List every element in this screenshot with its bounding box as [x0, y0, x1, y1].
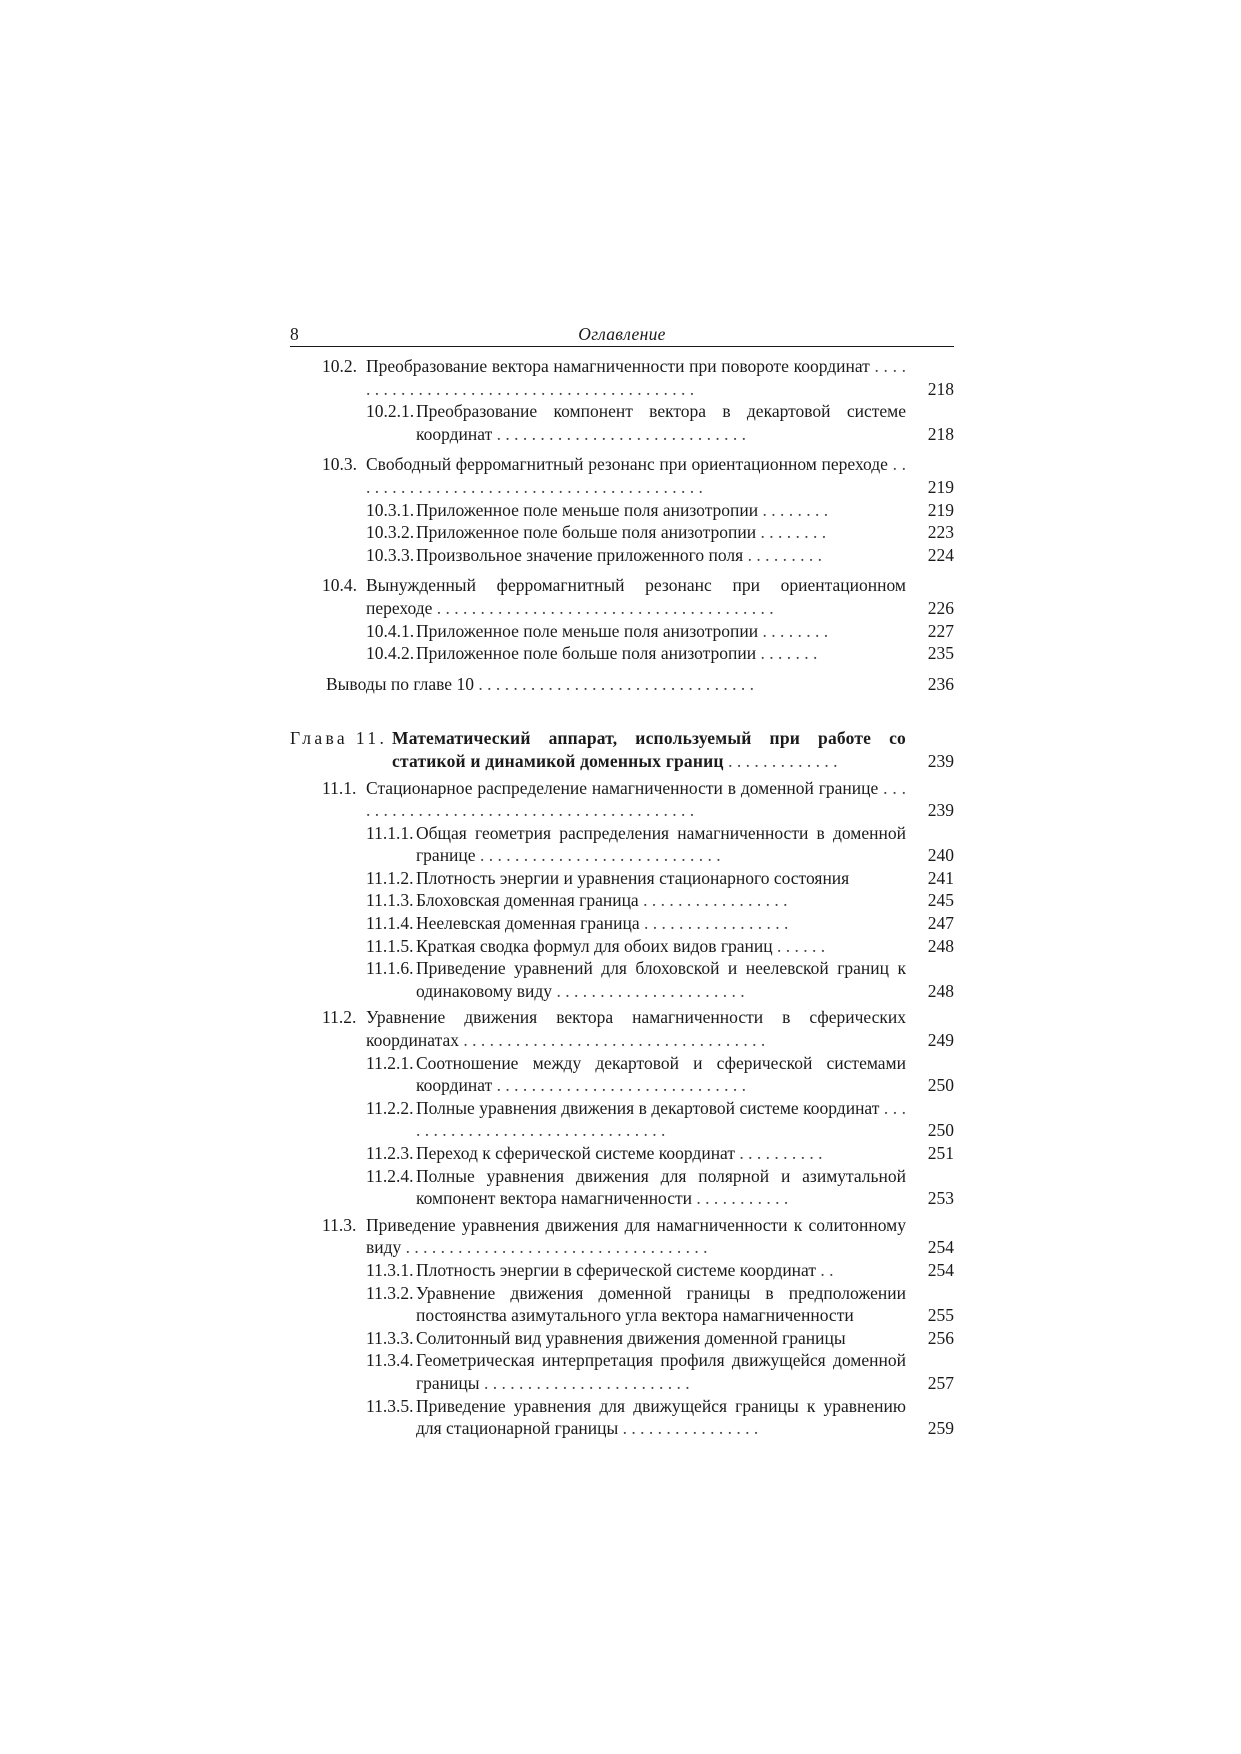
- entry-number: 11.1.3.: [366, 890, 414, 911]
- dot-leader: . . . . . . . . .: [743, 544, 822, 565]
- entry-title: Приложенное поле больше поля анизотропии: [416, 522, 757, 543]
- dot-leader: . . . . . . . . . . . . . . . . . . . . . . . .: [479, 1372, 690, 1393]
- entry-title: Геометрическая интерпретация профиля движущейся доменной границы: [416, 1350, 906, 1393]
- entry-number: 11.1.5.: [366, 935, 414, 956]
- dot-leader: . . . . . . . . . . . . . . . . . . . . . . . . . . . .: [475, 845, 721, 866]
- entry-number: 10.3.3.: [366, 544, 415, 565]
- entry-title: Вынужденный ферромагнитный резонанс при ориентационном переходе: [366, 575, 906, 618]
- dot-leader: . . . . . . . . . . . . .: [723, 750, 838, 771]
- toc-section-entry: [290, 355, 954, 400]
- entry-number: 11.2.3.: [366, 1143, 414, 1163]
- entry-number: 10.4.1.: [366, 620, 415, 641]
- entry-page-number: 241: [927, 867, 954, 888]
- dot-leader: . . . . . . . . . . . . . . . .: [618, 1418, 759, 1439]
- toc-section-entry: [290, 1006, 954, 1051]
- entry-page-number: 259: [927, 1418, 954, 1439]
- entry-page-number: 218: [927, 423, 954, 444]
- entry-title: Приложенное поле меньше поля анизотропии: [416, 620, 759, 641]
- toc-summary-entry: [290, 673, 954, 696]
- entry-page-number: 226: [927, 597, 954, 618]
- entry-title: Плотность энергии и уравнения стационарного состояния: [416, 867, 850, 888]
- toc-subsection-entry: [290, 499, 954, 522]
- entry-page-number: 219: [927, 476, 954, 497]
- entry-title: Переход к сферической системе координат: [416, 1143, 736, 1163]
- toc-subsection-entry: [290, 544, 954, 567]
- dot-leader: . . . . . . . . . . . . . . . . . . . . . . . . . . . . . . . . . . . . . . . . .: [366, 777, 906, 821]
- dot-leader: . . . . . . . . . . . . . . . . . . . . . . . . . . . . . . . . . . . . . . . . .: [366, 454, 907, 497]
- entry-title: Математический аппарат, используемый при работе со статикой и динамикой доменных границ: [392, 728, 906, 771]
- entry-number: 10.2.1.: [366, 401, 415, 422]
- entry-page-number: 257: [927, 1372, 954, 1393]
- dot-leader: . . . . . . . . . . . . . . . . . . . . . .: [552, 980, 745, 1001]
- dot-leader: . . . . . . . .: [756, 522, 827, 543]
- entry-page-number: 245: [927, 890, 954, 911]
- entry-page-number: 256: [927, 1327, 954, 1348]
- toc-subsection-entry: [290, 400, 954, 445]
- entry-page-number: 223: [927, 522, 954, 543]
- entry-number: 11.2.2.: [366, 1097, 414, 1118]
- entry-title: Полные уравнения движения для полярной и азимутальной компонент вектора намагниченности: [416, 1165, 906, 1209]
- toc-subsection-entry: [290, 1282, 954, 1327]
- toc-subsection-entry: [290, 889, 954, 912]
- entry-number: 11.3.4.: [366, 1350, 414, 1371]
- dot-leader: . . . . . . . . . . . . . . . . .: [638, 890, 788, 911]
- toc-page: [290, 322, 954, 1440]
- dot-leader: . . . . . . . .: [758, 620, 829, 641]
- dot-leader: . .: [816, 1259, 834, 1280]
- toc-subsection-entry: [290, 822, 954, 867]
- toc-chapter-entry: [290, 727, 954, 772]
- dot-leader: . . . . . . . . . .: [735, 1143, 823, 1163]
- table-of-contents: [290, 355, 954, 1440]
- entry-title: Соотношение между декартовой и сферической системами координат: [416, 1052, 906, 1096]
- entry-number: 11.1.4.: [366, 913, 414, 934]
- toc-subsection-entry: [290, 912, 954, 935]
- entry-title: Преобразование вектора намагниченности при повороте координат: [366, 356, 870, 376]
- toc-subsection-entry: [290, 935, 954, 958]
- entry-number: 11.3.2.: [366, 1282, 414, 1303]
- entry-page-number: 218: [927, 378, 954, 399]
- entry-title: Приведение уравнения для движущейся границы к уравнению для стационарной границы: [416, 1395, 906, 1439]
- entry-number: 10.3.: [322, 454, 357, 475]
- dot-leader: . . . . . . . . . . .: [692, 1188, 789, 1209]
- entry-page-number: 239: [927, 800, 954, 821]
- toc-subsection-entry: [290, 521, 954, 544]
- entry-page-number: 254: [927, 1259, 954, 1280]
- entry-page-number: 224: [927, 544, 954, 565]
- entry-page-number: 227: [927, 620, 954, 641]
- entry-number: 11.1.2.: [366, 867, 414, 888]
- entry-number: 11.3.1.: [366, 1259, 414, 1280]
- entry-page-number: 235: [927, 643, 954, 664]
- entry-title: Произвольное значение приложенного поля: [416, 544, 744, 565]
- entry-title: Стационарное распределение намагниченности в доменной границе: [366, 777, 879, 798]
- entry-title: Общая геометрия распределения намагниченности в доменной границе: [416, 822, 906, 866]
- toc-section-entry: [290, 1214, 954, 1259]
- entry-page-number: 255: [927, 1305, 954, 1326]
- entry-page-number: 249: [927, 1030, 954, 1051]
- toc-subsection-entry: [290, 1142, 954, 1165]
- entry-number: 11.2.4.: [366, 1165, 414, 1186]
- entry-page-number: 251: [927, 1143, 954, 1163]
- entry-number: 10.3.1.: [366, 499, 415, 520]
- dot-leader: . . . . . . . . . . . . . . . . .: [639, 913, 789, 934]
- toc-subsection-entry: [290, 1052, 954, 1097]
- entry-title: Блоховская доменная граница: [416, 890, 639, 911]
- entry-number: 11.3.3.: [366, 1327, 414, 1348]
- toc-subsection-entry: [290, 957, 954, 1002]
- toc-subsection-entry: [290, 620, 954, 643]
- entry-number: 11.1.6.: [366, 958, 414, 979]
- entry-page-number: 254: [927, 1237, 954, 1258]
- entry-title: Уравнение движения вектора намагниченности в сферических координатах: [366, 1007, 906, 1051]
- entry-title: Полные уравнения движения в декартовой системе координат: [416, 1097, 880, 1118]
- dot-leader: . . . . . .: [772, 935, 826, 956]
- dot-leader: . . . . . . . . . . . . . . . . . . . . . . . . . . . . . . . . . . .: [458, 1030, 766, 1051]
- entry-title: Свободный ферромагнитный резонанс при ориентационном переходе: [366, 454, 888, 475]
- entry-page-number: 253: [927, 1188, 954, 1209]
- dot-leader: . . . . . . . .: [758, 499, 829, 520]
- entry-number: 11.1.: [322, 777, 357, 798]
- entry-number: Глава 11.: [290, 728, 388, 749]
- entry-title: Выводы по главе 10: [326, 673, 474, 694]
- dot-leader: . . . . . . . . . . . . . . . . . . . . . . . . . . . . .: [492, 1075, 746, 1096]
- toc-section-entry: [290, 574, 954, 619]
- entry-number: 10.2.: [322, 356, 357, 376]
- toc-section-entry: [290, 777, 954, 822]
- entry-page-number: 248: [927, 935, 954, 956]
- entry-title: Солитонный вид уравнения движения доменной границы: [416, 1327, 846, 1348]
- dot-leader: . . . . . . .: [756, 643, 818, 664]
- entry-title: Приведение уравнений для блоховской и неелевской границ к одинаковому виду: [416, 958, 906, 1001]
- toc-subsection-entry: [290, 867, 954, 890]
- entry-page-number: 239: [927, 750, 954, 771]
- entry-title: Преобразование компонент вектора в декартовой системе координат: [416, 401, 906, 444]
- toc-subsection-entry: [290, 1165, 954, 1210]
- entry-title: Неелевская доменная граница: [416, 913, 640, 934]
- dot-leader: . . . . . . . . . . . . . . . . . . . . . . . . . . . . . . . . . . . . . . . . . .: [366, 356, 907, 399]
- dot-leader: . . . . . . . . . . . . . . . . . . . . . . . . . . . . . . . . . . . . . . .: [432, 597, 774, 618]
- toc-subsection-entry: [290, 642, 954, 665]
- entry-title: Уравнение движения доменной границы в предположении постоянства азимутального угла вектора намагниченности: [416, 1282, 906, 1326]
- entry-number: 11.3.5.: [366, 1395, 414, 1416]
- dot-leader: . . . . . . . . . . . . . . . . . . . . . . . . . . . . . . . .: [416, 1097, 906, 1141]
- entry-number: 11.2.: [322, 1007, 357, 1028]
- entry-title: Плотность энергии в сферической системе координат: [416, 1259, 817, 1280]
- entry-page-number: 236: [927, 673, 954, 694]
- entry-page-number: 248: [927, 980, 954, 1001]
- entry-page-number: 219: [927, 499, 954, 520]
- toc-subsection-entry: [290, 1349, 954, 1394]
- dot-leader: . . . . . . . . . . . . . . . . . . . . . . . . . . . . .: [492, 423, 746, 444]
- toc-subsection-entry: [290, 1395, 954, 1440]
- entry-page-number: 240: [927, 845, 954, 866]
- entry-page-number: 250: [927, 1120, 954, 1141]
- entry-number: 10.3.2.: [366, 522, 415, 543]
- entry-title: Приложенное поле меньше поля анизотропии: [416, 499, 759, 520]
- toc-subsection-entry: [290, 1259, 954, 1282]
- entry-number: 11.2.1.: [366, 1052, 414, 1073]
- page-number: 8: [290, 324, 299, 344]
- entry-title: Приведение уравнения движения для намагниченности к солитонному виду: [366, 1214, 906, 1258]
- running-title: Оглавление: [578, 324, 666, 344]
- entry-title: Приложенное поле больше поля анизотропии: [416, 643, 757, 664]
- entry-number: 11.3.: [322, 1214, 357, 1235]
- entry-number: 10.4.2.: [366, 643, 415, 664]
- entry-page-number: 250: [927, 1075, 954, 1096]
- toc-subsection-entry: [290, 1097, 954, 1142]
- entry-page-number: 247: [927, 913, 954, 934]
- toc-subsection-entry: [290, 1327, 954, 1350]
- dot-leader: . . . . . . . . . . . . . . . . . . . . . . . . . . . . . . . .: [473, 673, 754, 694]
- page-header: [290, 322, 954, 347]
- entry-title: Краткая сводка формул для обоих видов границ: [416, 935, 773, 956]
- dot-leader: . . . . . . . . . . . . . . . . . . . . . . . . . . . . . . . . . . .: [401, 1237, 708, 1258]
- toc-section-entry: [290, 453, 954, 498]
- entry-number: 11.1.1.: [366, 822, 414, 843]
- entry-number: 10.4.: [322, 575, 357, 596]
